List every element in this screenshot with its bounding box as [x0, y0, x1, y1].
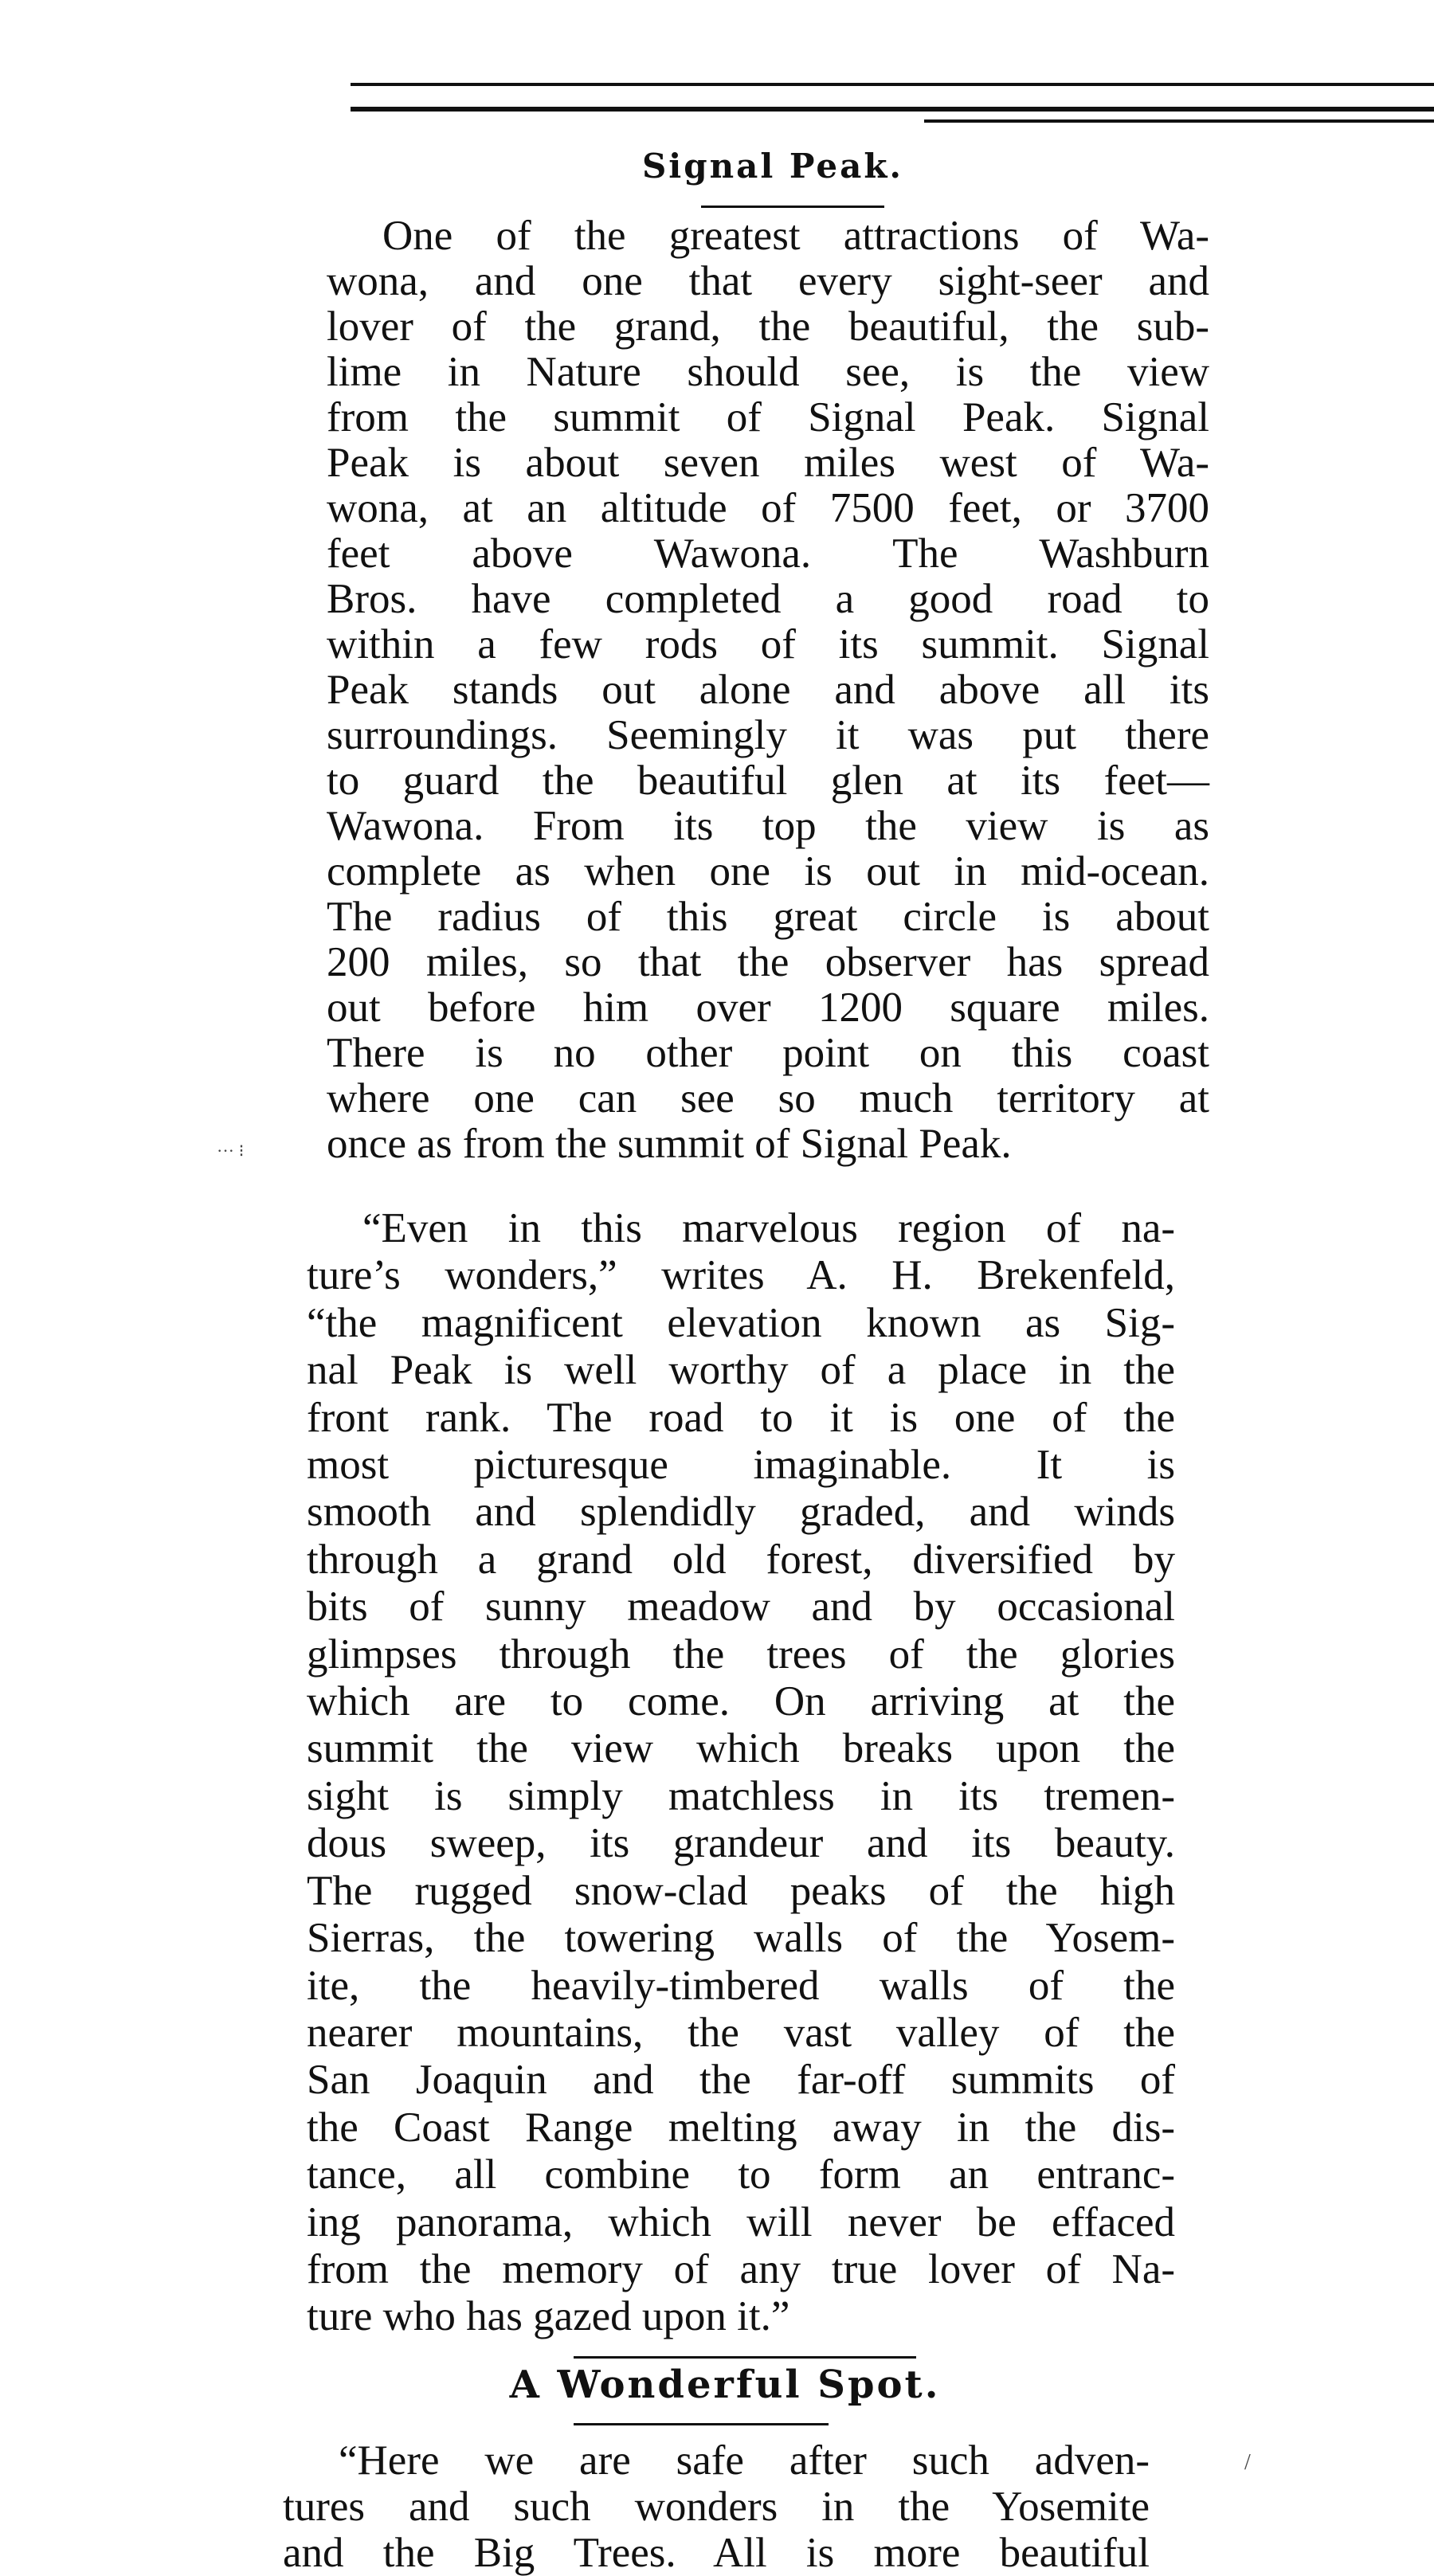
paragraph-2 — [307, 1205, 1175, 2341]
text-line: smooth and splendidly graded, and winds — [307, 1489, 1175, 1536]
text-line: feet above Wawona. The Washburn — [327, 530, 1209, 577]
text-line: There is no other point on this coast — [327, 1030, 1209, 1076]
text-line: “Here we are safe after such adven- — [339, 2437, 1150, 2484]
text-line: complete as when one is out in mid-ocean. — [327, 848, 1209, 895]
text-line: summit the view which breaks upon the — [307, 1725, 1175, 1772]
text-line: surroundings. Seemingly it was put there — [327, 712, 1209, 758]
text-line: lover of the grand, the beautiful, the sub- — [327, 303, 1209, 350]
text-line: bits of sunny meadow and by occasional — [307, 1584, 1175, 1631]
text-line: out before him over 1200 square miles. — [327, 985, 1209, 1031]
text-line: and the Big Trees. All is more beautiful — [283, 2530, 1150, 2576]
text-line: lime in Nature should see, is the view — [327, 349, 1209, 395]
text-line: One of the greatest attractions of Wa- — [382, 213, 1209, 259]
text-line: ture who has gazed upon it.” — [307, 2293, 790, 2340]
text-line: The radius of this great circle is about — [327, 894, 1209, 940]
text-line: from the summit of Signal Peak. Signal — [327, 394, 1209, 440]
text-line: once as from the summit of Signal Peak. — [327, 1121, 1012, 1167]
text-line: most picturesque imaginable. It is — [307, 1442, 1175, 1489]
text-line: tures and such wonders in the Yosemite — [283, 2484, 1150, 2530]
paragraph-3 — [283, 2437, 1150, 2576]
text-line: through a grand old forest, diversified by — [307, 1536, 1175, 1583]
text-line: sight is simply matchless in its tremen- — [307, 1772, 1175, 1819]
text-line: where one can see so much territory at — [327, 1075, 1209, 1122]
text-line: the Coast Range melting away in the dis- — [307, 2104, 1175, 2151]
margin-mark-right: / — [1244, 2450, 1251, 2475]
text-line: ing panorama, which will never be effaced — [307, 2198, 1175, 2245]
text-line: Peak stands out alone and above all its — [327, 667, 1209, 713]
text-line: dous sweep, its grandeur and its beauty. — [307, 1820, 1175, 1867]
text-line: Bros. have completed a good road to — [327, 576, 1209, 622]
text-line: “the magnificent elevation known as Sig- — [307, 1299, 1175, 1346]
section-title-signal-peak: Signal Peak. — [641, 147, 904, 186]
text-line: which are to come. On arriving at the — [307, 1678, 1175, 1725]
text-line: tance, all combine to form an entranc- — [307, 2151, 1175, 2198]
text-line: The rugged snow-clad peaks of the high — [307, 1867, 1175, 1914]
text-line: San Joaquin and the far-off summits of — [307, 2057, 1175, 2104]
margin-mark: ··· ⁝ — [217, 1141, 245, 1161]
text-line: Sierras, the towering walls of the Yosem- — [307, 1915, 1175, 1962]
section-title-wonderful-spot: A Wonderful Spot. — [509, 2363, 941, 2407]
text-line: front rank. The road to it is one of the — [307, 1394, 1175, 1441]
text-line: ture’s wonders,” writes A. H. Brekenfeld, — [307, 1252, 1175, 1299]
section2-title-underline — [574, 2423, 829, 2425]
text-line: nal Peak is well worthy of a place in the — [307, 1347, 1175, 1394]
top-rule-lower — [924, 119, 1434, 123]
text-line: Peak is about seven miles west of Wa- — [327, 440, 1209, 486]
text-line: ite, the heavily-timbered walls of the — [307, 1962, 1175, 2009]
text-line: Wawona. From its top the view is as — [327, 803, 1209, 849]
text-line: “Even in this marvelous region of na- — [362, 1205, 1175, 1251]
paragraph-1 — [327, 213, 1209, 1167]
text-line: wona, at an altitude of 7500 feet, or 3700 — [327, 485, 1209, 531]
top-rule-thick — [351, 83, 1434, 86]
text-line: wona, and one that every sight-seer and — [327, 258, 1209, 304]
title-underline — [701, 206, 884, 208]
section-separator — [574, 2356, 916, 2359]
top-rule-upper — [351, 107, 1434, 112]
text-line: glimpses through the trees of the glories — [307, 1631, 1175, 1678]
text-line: 200 miles, so that the observer has spread — [327, 939, 1209, 985]
text-line: within a few rods of its summit. Signal — [327, 621, 1209, 667]
text-line: to guard the beautiful glen at its feet— — [327, 758, 1209, 804]
text-line: from the memory of any true lover of Na- — [307, 2245, 1175, 2292]
text-line: nearer mountains, the vast valley of the — [307, 2009, 1175, 2056]
